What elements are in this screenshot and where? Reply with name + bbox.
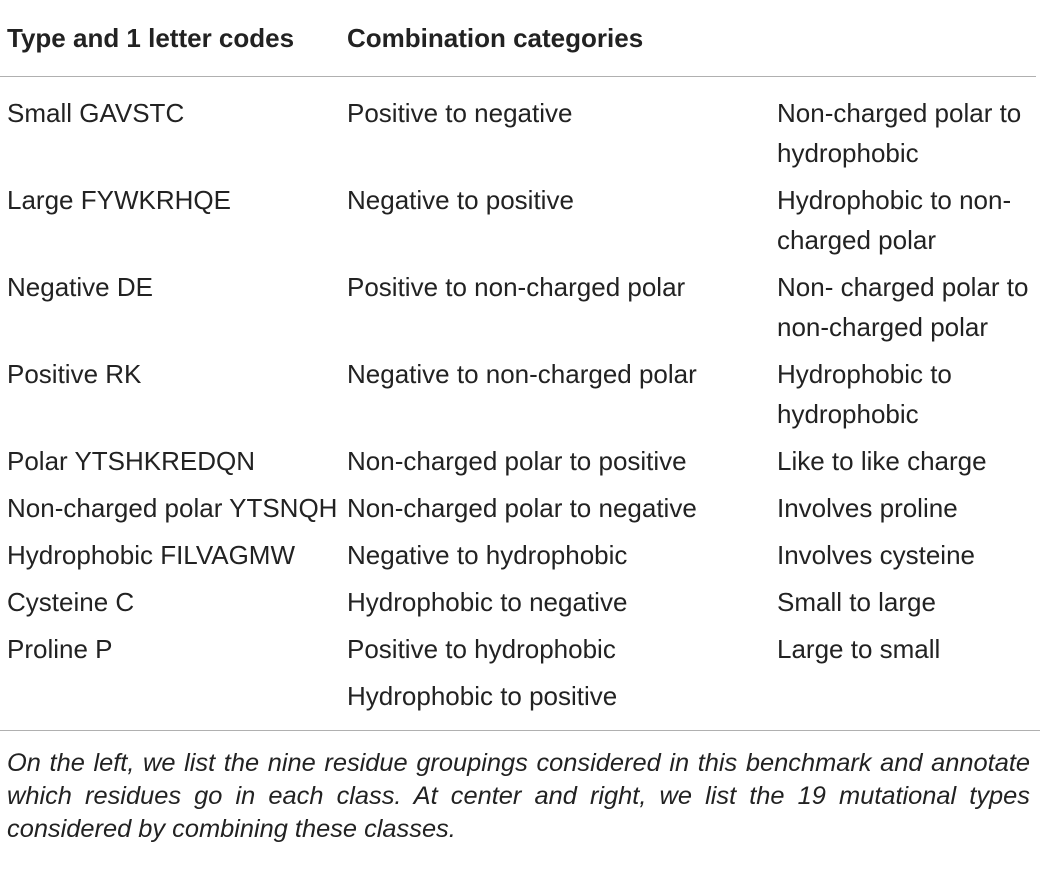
combination-cell: Non- charged polar to non-charged polar xyxy=(777,272,1029,342)
table-row xyxy=(0,441,1036,488)
combination-cell: Positive to non-charged polar xyxy=(347,272,686,302)
header-blank xyxy=(770,0,1036,77)
type-cell: Large FYWKRHQE xyxy=(7,185,231,215)
combination-cell: Hydrophobic to positive xyxy=(347,681,618,711)
combination-cell: Non-charged polar to positive xyxy=(347,446,687,476)
table-row xyxy=(0,488,1036,535)
table-row xyxy=(0,354,1036,441)
table-row xyxy=(0,582,1036,629)
table-header-row xyxy=(0,0,1036,77)
combination-cell: Large to small xyxy=(777,634,941,664)
type-cell xyxy=(0,676,340,730)
header-type-codes: Type and 1 letter codes xyxy=(0,0,340,77)
combination-cell xyxy=(770,676,1036,730)
combination-cell: Negative to non-charged polar xyxy=(347,359,697,389)
table-row xyxy=(0,267,1036,354)
type-cell: Non-charged polar YTSNQH xyxy=(7,493,338,523)
combination-cell: Hydrophobic to non-charged polar xyxy=(777,185,1012,255)
combination-cell: Positive to hydrophobic xyxy=(347,634,616,664)
combination-cell: Non-charged polar to hydrophobic xyxy=(777,98,1022,168)
table-caption: On the left, we list the nine residue groupings considered in this benchmark and annotate which residues go in each class. At center and right, we list the 19 mutational types considered by combining these classes. xyxy=(7,749,1030,843)
table-row xyxy=(0,535,1036,582)
type-cell: Negative DE xyxy=(7,272,153,302)
combination-cell: Negative to hydrophobic xyxy=(347,540,628,570)
type-cell: Hydrophobic FILVAGMW xyxy=(7,540,296,570)
table-row xyxy=(0,676,1036,730)
type-cell: Polar YTSHKREDQN xyxy=(7,446,256,476)
combination-cell: Involves proline xyxy=(777,493,958,523)
combination-cell: Hydrophobic to hydrophobic xyxy=(777,359,952,429)
type-cell: Positive RK xyxy=(7,359,142,389)
combination-cell: Non-charged polar to negative xyxy=(347,493,697,523)
type-cell: Proline P xyxy=(7,634,113,664)
combination-cell: Small to large xyxy=(777,587,936,617)
type-cell: Cysteine C xyxy=(7,587,135,617)
type-cell: Small GAVSTC xyxy=(7,98,185,128)
combination-cell: Positive to negative xyxy=(347,98,573,128)
table-row xyxy=(0,629,1036,676)
table-row xyxy=(0,180,1036,267)
combination-cell: Involves cysteine xyxy=(777,540,975,570)
header-combination-categories: Combination categories xyxy=(340,0,770,77)
combination-cell: Like to like charge xyxy=(777,446,987,476)
combination-cell: Negative to positive xyxy=(347,185,574,215)
table-row xyxy=(0,77,1036,181)
combination-cell: Hydrophobic to negative xyxy=(347,587,628,617)
